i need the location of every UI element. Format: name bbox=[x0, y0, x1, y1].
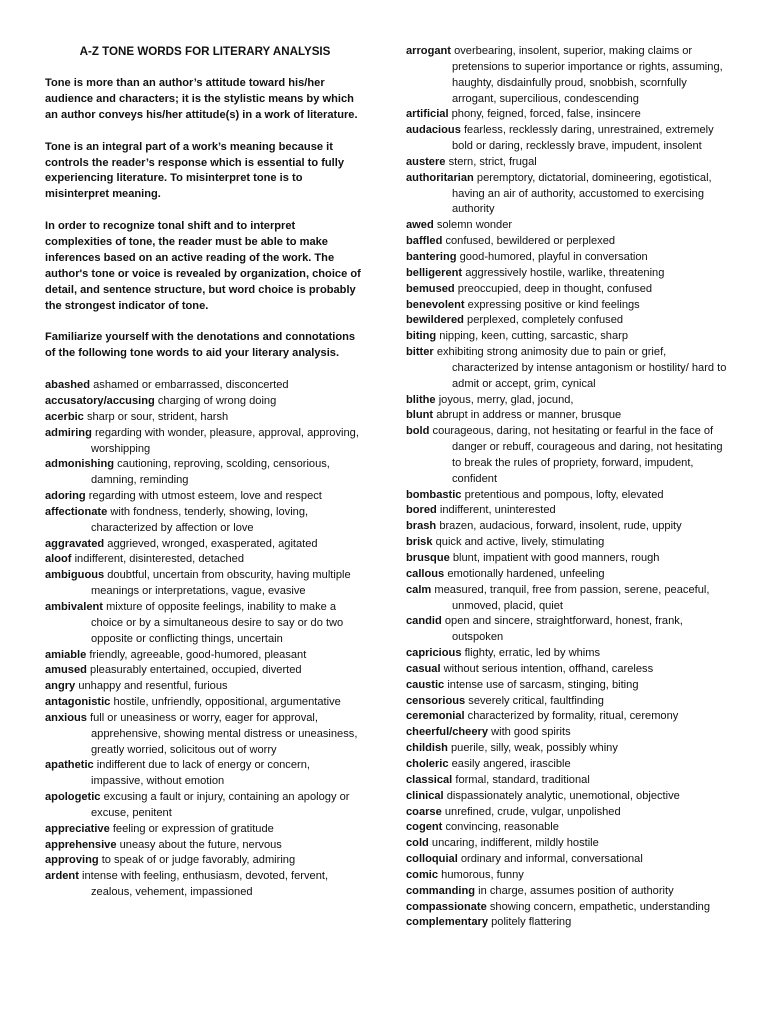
tone-word-definition: intense with feeling, enthusiasm, devoted, fervent, zealous, vehement, impassioned bbox=[82, 870, 329, 899]
tone-word-definition: quick and active, lively, stimulating bbox=[435, 536, 605, 549]
tone-word-term: candid bbox=[406, 615, 442, 628]
tone-word-definition: friendly, agreeable, good-humored, pleasant bbox=[89, 648, 307, 661]
tone-word-term: arrogant bbox=[406, 45, 451, 57]
tone-word-entry bbox=[45, 679, 365, 695]
tone-word-definition: severely critical, faultfinding bbox=[468, 694, 604, 707]
tone-word-entry bbox=[406, 282, 731, 298]
tone-word-entry bbox=[406, 646, 731, 662]
tone-word-term: brisk bbox=[406, 536, 433, 549]
tone-word-definition: regarding with utmost esteem, love and respect bbox=[88, 490, 322, 503]
tone-word-definition: in charge, assumes position of authority bbox=[478, 884, 674, 897]
tone-word-definition: ashamed or embarrassed, disconcerted bbox=[93, 379, 289, 392]
intro-paragraph-1: Tone is more than an author’s attitude toward his/her audience and characters; it is the stylistic means by which an author conveys his/her attitude(s) in a work of literature. bbox=[45, 77, 358, 121]
tone-word-term: belligerent bbox=[406, 266, 463, 279]
tone-word-definition: easily angered, irascible bbox=[451, 757, 571, 770]
tone-word-definition: phony, feigned, forced, false, insincere bbox=[451, 108, 641, 121]
tone-word-entry bbox=[45, 505, 365, 537]
tone-word-definition: cautioning, reproving, scolding, censorious, damning, reminding bbox=[91, 458, 330, 487]
tone-word-entry bbox=[406, 567, 731, 583]
tone-word-entry bbox=[45, 695, 365, 711]
tone-word-entry bbox=[406, 298, 731, 314]
tone-word-entry bbox=[406, 123, 731, 155]
tone-word-entry bbox=[406, 789, 731, 805]
tone-word-definition: formal, standard, traditional bbox=[455, 773, 590, 786]
tone-word-entry bbox=[406, 678, 731, 694]
tone-word-entry bbox=[406, 345, 731, 393]
tone-word-term: bored bbox=[406, 504, 437, 517]
tone-word-term: calm bbox=[406, 583, 432, 596]
tone-word-term: casual bbox=[406, 662, 441, 675]
tone-word-definition: fearless, recklessly daring, unrestrained, extremely bold or daring, recklessly brave, impudent, insolent bbox=[452, 124, 714, 153]
tone-word-entry bbox=[406, 329, 731, 345]
tone-word-term: adoring bbox=[45, 490, 86, 503]
tone-word-entry bbox=[406, 393, 731, 409]
tone-word-list-right bbox=[406, 44, 731, 931]
tone-word-entry bbox=[406, 868, 731, 884]
tone-word-definition: abrupt in address or manner, brusque bbox=[436, 409, 622, 422]
tone-word-term: authoritarian bbox=[406, 171, 474, 184]
tone-word-definition: blunt, impatient with good manners, rough bbox=[452, 552, 660, 564]
tone-word-term: abashed bbox=[45, 379, 91, 392]
tone-word-term: cogent bbox=[406, 821, 443, 834]
tone-word-term: ambivalent bbox=[45, 600, 103, 613]
tone-word-entry bbox=[406, 757, 731, 773]
tone-word-term: acerbic bbox=[45, 410, 84, 423]
left-column bbox=[45, 44, 365, 901]
tone-word-entry bbox=[45, 663, 365, 679]
tone-word-definition: full or uneasiness or worry, eager for approval, apprehensive, showing mental distress or uneasiness, greatly worried, solicitous out of worry bbox=[90, 711, 358, 756]
tone-word-entry bbox=[406, 551, 731, 567]
tone-word-definition: unrefined, crude, vulgar, unpolished bbox=[444, 805, 621, 818]
tone-word-definition: excusing a fault or injury, containing an apology or excuse, penitent bbox=[91, 791, 350, 819]
tone-word-definition: aggressively hostile, warlike, threatening bbox=[465, 266, 665, 279]
tone-word-definition: sharp or sour, strident, harsh bbox=[86, 410, 229, 423]
tone-word-entry bbox=[45, 822, 365, 838]
tone-word-definition: perplexed, completely confused bbox=[467, 314, 624, 327]
tone-word-definition: politely flattering bbox=[491, 916, 572, 929]
tone-word-term: appreciative bbox=[45, 822, 110, 835]
tone-word-term: brash bbox=[406, 520, 437, 533]
tone-word-definition: humorous, funny bbox=[441, 868, 524, 881]
tone-word-definition: regarding with wonder, pleasure, approval, approving, worshipping bbox=[91, 426, 359, 455]
tone-word-term: blithe bbox=[406, 393, 436, 406]
tone-word-definition: hostile, unfriendly, oppositional, argumentative bbox=[113, 696, 341, 709]
tone-word-definition: uncaring, indifferent, mildly hostile bbox=[431, 837, 599, 850]
tone-word-entry bbox=[406, 519, 731, 535]
tone-word-definition: measured, tranquil, free from passion, serene, peaceful, unmoved, placid, quiet bbox=[434, 583, 710, 612]
tone-word-entry bbox=[45, 568, 365, 600]
tone-word-term: affectionate bbox=[45, 505, 108, 518]
tone-word-definition: indifferent, uninterested bbox=[439, 504, 556, 517]
tone-word-entry bbox=[45, 394, 365, 410]
tone-word-definition: unhappy and resentful, furious bbox=[78, 680, 228, 693]
tone-word-entry bbox=[45, 426, 365, 458]
tone-word-entry bbox=[45, 790, 365, 822]
tone-word-term: apprehensive bbox=[45, 838, 117, 851]
tone-word-definition: open and sincere, straightforward, honest, frank, outspoken bbox=[444, 615, 683, 644]
tone-word-term: capricious bbox=[406, 647, 462, 660]
tone-word-list-left bbox=[45, 378, 365, 901]
tone-word-entry bbox=[406, 424, 731, 487]
tone-word-term: clinical bbox=[406, 789, 444, 802]
tone-word-definition: indifferent, disinterested, detached bbox=[74, 553, 244, 566]
tone-word-term: angry bbox=[45, 680, 76, 693]
tone-word-term: artificial bbox=[406, 108, 449, 121]
tone-word-entry bbox=[45, 711, 365, 759]
tone-word-term: callous bbox=[406, 567, 445, 580]
tone-word-term: awed bbox=[406, 219, 434, 232]
tone-word-term: bold bbox=[406, 425, 430, 438]
tone-word-definition: solemn wonder bbox=[436, 219, 513, 232]
tone-word-entry bbox=[406, 852, 731, 868]
tone-word-term: choleric bbox=[406, 757, 449, 770]
tone-word-entry bbox=[45, 410, 365, 426]
tone-word-entry bbox=[406, 820, 731, 836]
tone-word-term: antagonistic bbox=[45, 696, 111, 709]
tone-word-definition: brazen, audacious, forward, insolent, rude, uppity bbox=[439, 520, 682, 533]
tone-word-entry bbox=[406, 709, 731, 725]
tone-word-entry bbox=[45, 869, 365, 901]
tone-word-entry bbox=[406, 915, 731, 931]
tone-word-term: aggravated bbox=[45, 537, 105, 550]
tone-word-definition: feeling or expression of gratitude bbox=[112, 822, 274, 835]
tone-word-definition: pretentious and pompous, lofty, elevated bbox=[464, 488, 664, 501]
tone-word-definition: overbearing, insolent, superior, making claims or pretensions to superior importance or rights, assuming, haughty, disdainfully proud, snobbish, scornfully arrogant, supercilious, condescending bbox=[452, 45, 723, 105]
tone-word-definition: doubtful, uncertain from obscurity, having multiple meanings or interpretations, vague, evasive bbox=[91, 569, 351, 598]
page-title: A-Z TONE WORDS FOR LITERARY ANALYSIS bbox=[79, 45, 331, 58]
tone-word-entry bbox=[406, 725, 731, 741]
tone-word-term: cold bbox=[406, 837, 429, 850]
tone-word-entry bbox=[45, 489, 365, 505]
tone-word-definition: with fondness, tenderly, showing, loving, characterized by affection or love bbox=[91, 505, 309, 534]
tone-word-definition: dispassionately analytic, unemotional, objective bbox=[446, 789, 680, 802]
tone-word-entry bbox=[406, 836, 731, 852]
tone-word-entry bbox=[406, 503, 731, 519]
tone-word-entry bbox=[406, 662, 731, 678]
tone-word-term: ardent bbox=[45, 870, 79, 883]
tone-word-entry bbox=[45, 648, 365, 664]
tone-word-term: apathetic bbox=[45, 759, 94, 772]
tone-word-entry bbox=[406, 884, 731, 900]
tone-word-entry bbox=[406, 44, 731, 107]
tone-word-definition: pleasurably entertained, occupied, diverted bbox=[90, 664, 302, 677]
tone-word-term: classical bbox=[406, 773, 453, 786]
tone-word-entry bbox=[45, 552, 365, 568]
tone-word-definition: showing concern, empathetic, understanding bbox=[489, 900, 711, 913]
tone-word-definition: stern, strict, frugal bbox=[448, 155, 537, 168]
tone-word-entry bbox=[406, 408, 731, 424]
tone-word-term: audacious bbox=[406, 124, 461, 137]
tone-word-entry bbox=[45, 838, 365, 854]
tone-word-term: comic bbox=[406, 868, 439, 881]
tone-word-definition: aggrieved, wronged, exasperated, agitated bbox=[107, 537, 318, 550]
tone-word-term: accusatory/accusing bbox=[45, 395, 155, 407]
tone-word-term: bantering bbox=[406, 250, 457, 263]
tone-word-entry bbox=[406, 694, 731, 710]
tone-word-entry bbox=[406, 773, 731, 789]
tone-word-entry bbox=[406, 535, 731, 551]
tone-word-definition: mixture of opposite feelings, inability to make a choice or by a simultaneous desire to say or do two opposite or conflicting things, uncertain bbox=[91, 600, 344, 645]
tone-word-term: biting bbox=[406, 330, 437, 343]
tone-word-term: commanding bbox=[406, 884, 476, 897]
tone-word-term: admonishing bbox=[45, 458, 115, 471]
tone-word-term: amused bbox=[45, 664, 87, 677]
tone-word-term: compassionate bbox=[406, 900, 487, 913]
tone-word-term: bemused bbox=[406, 282, 455, 295]
tone-word-definition: ordinary and informal, conversational bbox=[460, 853, 643, 866]
tone-word-entry bbox=[406, 155, 731, 171]
tone-word-term: caustic bbox=[406, 678, 445, 691]
tone-word-definition: preoccupied, deep in thought, confused bbox=[457, 282, 653, 295]
tone-word-definition: good-humored, playful in conversation bbox=[459, 250, 648, 263]
tone-word-entry bbox=[406, 250, 731, 266]
tone-word-term: colloquial bbox=[406, 853, 458, 866]
tone-word-term: admiring bbox=[45, 426, 92, 439]
tone-word-definition: joyous, merry, glad, jocund, bbox=[438, 393, 574, 406]
tone-word-term: brusque bbox=[406, 552, 450, 564]
tone-word-entry bbox=[45, 600, 365, 648]
tone-word-term: ceremonial bbox=[406, 710, 465, 723]
tone-word-term: apologetic bbox=[45, 791, 101, 804]
tone-word-entry bbox=[45, 457, 365, 489]
tone-word-entry bbox=[406, 900, 731, 916]
tone-word-term: coarse bbox=[406, 805, 442, 818]
tone-word-definition: peremptory, dictatorial, domineering, egotistical, having an air of authority, accustomed to exercising authority bbox=[452, 171, 712, 216]
tone-word-definition: uneasy about the future, nervous bbox=[119, 838, 282, 851]
tone-word-entry bbox=[45, 853, 365, 869]
tone-word-term: baffled bbox=[406, 235, 443, 248]
tone-word-term: bewildered bbox=[406, 314, 464, 327]
intro-paragraph-4: Familiarize yourself with the denotations and connotations of the following tone words to aid your literary analysis. bbox=[45, 331, 356, 360]
tone-word-entry bbox=[406, 488, 731, 504]
tone-word-definition: characterized by formality, ritual, ceremony bbox=[467, 710, 679, 723]
tone-word-entry bbox=[406, 107, 731, 123]
tone-word-entry bbox=[406, 583, 731, 615]
tone-word-definition: to speak of or judge favorably, admiring bbox=[101, 854, 296, 867]
tone-word-entry bbox=[406, 805, 731, 821]
tone-word-entry bbox=[45, 758, 365, 790]
tone-word-term: childish bbox=[406, 742, 448, 755]
tone-word-definition: intense use of sarcasm, stinging, biting bbox=[447, 678, 639, 691]
tone-word-entry bbox=[406, 614, 731, 646]
tone-word-definition: expressing positive or kind feelings bbox=[467, 298, 640, 311]
tone-word-definition: charging of wrong doing bbox=[157, 395, 277, 407]
tone-word-term: ambiguous bbox=[45, 569, 105, 582]
tone-word-definition: without serious intention, offhand, careless bbox=[443, 662, 654, 675]
tone-word-term: blunt bbox=[406, 409, 434, 422]
tone-word-entry bbox=[406, 741, 731, 757]
tone-word-entry bbox=[45, 378, 365, 394]
tone-word-term: complementary bbox=[406, 916, 489, 929]
tone-word-entry bbox=[406, 266, 731, 282]
tone-word-definition: emotionally hardened, unfeeling bbox=[447, 567, 605, 580]
right-column bbox=[406, 44, 731, 931]
tone-word-definition: puerile, silly, weak, possibly whiny bbox=[451, 742, 618, 755]
tone-word-definition: nipping, keen, cutting, sarcastic, sharp bbox=[439, 330, 628, 343]
tone-word-definition: indifferent due to lack of energy or concern, impassive, without emotion bbox=[91, 759, 310, 788]
tone-word-term: aloof bbox=[45, 553, 72, 566]
tone-word-definition: flighty, erratic, led by whims bbox=[464, 647, 601, 660]
tone-word-term: approving bbox=[45, 854, 99, 867]
tone-word-entry bbox=[406, 313, 731, 329]
tone-word-term: cheerful/cheery bbox=[406, 726, 489, 739]
intro-paragraph-2: Tone is an integral part of a work’s meaning because it controls the reader’s response which is essential to fully experiencing literature. To misinterpret tone is to misinterpret meaning. bbox=[45, 140, 345, 201]
tone-word-term: censorious bbox=[406, 694, 466, 707]
tone-word-term: bombastic bbox=[406, 488, 462, 501]
tone-word-entry bbox=[406, 218, 731, 234]
tone-word-definition: confused, bewildered or perplexed bbox=[445, 235, 616, 248]
tone-word-definition: exhibiting strong animosity due to pain or grief, characterized by intense antagonism or hostility/ hard to admit or accept, grim, cynical bbox=[436, 346, 727, 390]
tone-word-definition: convincing, reasonable bbox=[445, 821, 559, 834]
intro-paragraph-3: In order to recognize tonal shift and to interpret complexities of tone, the reader must be able to make inferences based on an active reading of the work. The author's tone or voice is revealed by organization, choice of detail, and sentence structure, but word choice is probably the strongest indicator of tone. bbox=[45, 220, 361, 312]
tone-word-term: anxious bbox=[45, 711, 87, 724]
tone-word-term: bitter bbox=[406, 346, 434, 359]
tone-word-definition: with good spirits bbox=[491, 726, 571, 739]
tone-word-term: austere bbox=[406, 155, 446, 168]
tone-word-entry bbox=[45, 537, 365, 553]
tone-word-definition: courageous, daring, not hesitating or fearful in the face of danger or rebuff, courageous and daring, not hesitating to break the rules of propriety, forward, impudent, confident bbox=[432, 425, 723, 485]
tone-word-entry bbox=[406, 171, 731, 219]
tone-word-term: amiable bbox=[45, 648, 87, 661]
tone-word-entry bbox=[406, 234, 731, 250]
tone-word-term: benevolent bbox=[406, 298, 465, 311]
